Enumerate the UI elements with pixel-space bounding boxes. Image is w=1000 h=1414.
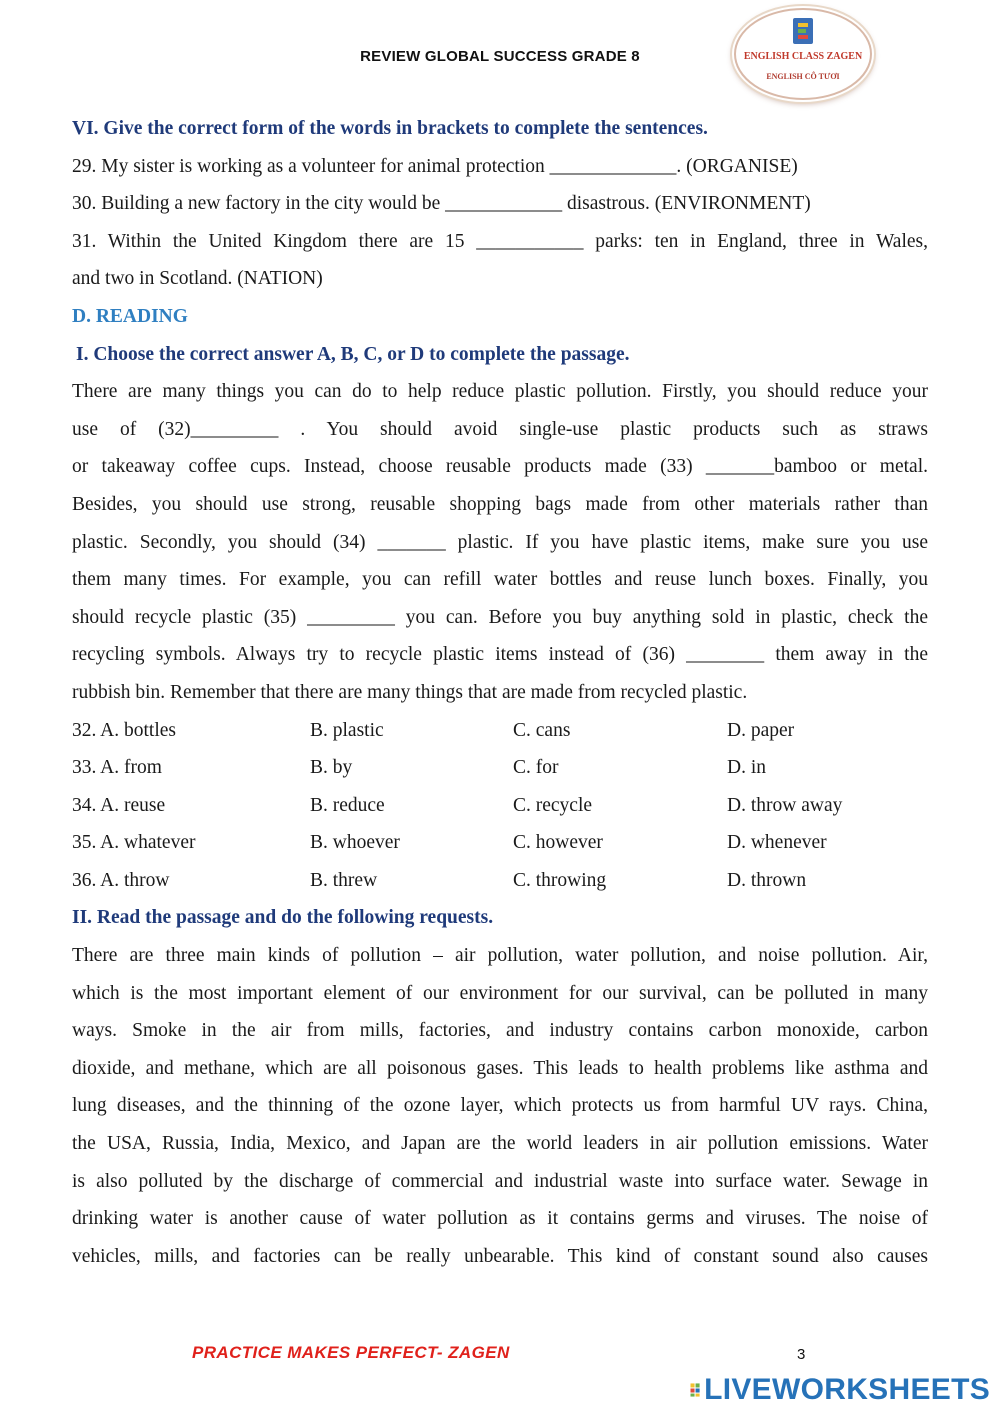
passage-2-line: dioxide, and methane, which are all poisonous gases. This leads to health problems like asthma and	[72, 1057, 928, 1079]
option-b: B. reduce	[310, 794, 385, 816]
passage-1-line: them many times. For example, you can refill water bottles and reuse lunch boxes. Finally, you	[72, 569, 928, 591]
option-d: D. paper	[727, 719, 795, 741]
passage-1-line: or takeaway coffee cups. Instead, choose reusable products made (33) _______bamboo or metal.	[72, 456, 928, 478]
answer-options	[72, 712, 928, 900]
question-30: 30. Building a new factory in the city would be ____________ disastrous. (ENVIRONMENT)	[72, 193, 811, 215]
passage-1-line: rubbish bin. Remember that there are many things that are made from recycled plastic.	[72, 681, 748, 703]
worksheet-content	[72, 110, 928, 1275]
option-b: B. threw	[310, 869, 378, 891]
options-row-32	[72, 712, 928, 750]
page-number: 3	[797, 1346, 806, 1363]
passage-2-line: is also polluted by the discharge of commercial and industrial waste into surface water. Sewage in	[72, 1170, 928, 1192]
question-31-line-2: and two in Scotland. (NATION)	[72, 268, 323, 290]
options-row-36	[72, 862, 928, 900]
option-a: 32. A. bottles	[72, 719, 177, 741]
option-c: C. recycle	[513, 794, 593, 816]
reading-section-heading: D. READING	[72, 305, 188, 327]
option-c: C. throwing	[513, 869, 607, 891]
english-class-zagen-logo	[732, 6, 874, 102]
reading-passage-2	[72, 937, 928, 1275]
option-d: D. throw away	[727, 794, 843, 816]
logo-text-primary: ENGLISH CLASS ZAGEN	[743, 51, 863, 62]
passage-1-line: should recycle plastic (35) _________ you can. Before you buy anything sold in plastic, check the	[72, 606, 928, 628]
section-vi-heading: VI. Give the correct form of the words in brackets to complete the sentences.	[72, 118, 708, 139]
option-c: C. cans	[513, 719, 571, 741]
option-a: 34. A. reuse	[72, 794, 166, 816]
option-b: B. whoever	[310, 832, 400, 854]
passage-1-line: use of (32)_________ . You should avoid single-use plastic products such as straws	[72, 418, 928, 440]
question-29: 29. My sister is working as a volunteer for animal protection _____________. (ORGANISE)	[72, 155, 798, 177]
reading-passage-1	[72, 373, 928, 711]
passage-1-line: plastic. Secondly, you should (34) _______ plastic. If you have plastic items, make sure you use	[72, 531, 928, 553]
passage-1-line: Besides, you should use strong, reusable shopping bags made from other materials rather than	[72, 493, 928, 515]
option-d: D. thrown	[727, 869, 807, 891]
document-header-title: REVIEW GLOBAL SUCCESS GRADE 8	[360, 48, 640, 65]
passage-2-line: There are three main kinds of pollution – air pollution, water pollution, and noise pollution. Air,	[72, 945, 928, 967]
option-b: B. plastic	[310, 719, 384, 741]
passage-1-line: There are many things you can do to help reduce plastic pollution. Firstly, you should reduce your	[72, 381, 928, 403]
passage-1-line: recycling symbols. Always try to recycle plastic items instead of (36) ________ them away in the	[72, 644, 928, 666]
option-a: 35. A. whatever	[72, 832, 196, 854]
options-row-35	[72, 824, 928, 862]
option-b: B. by	[310, 757, 353, 779]
option-c: C. however	[513, 832, 603, 854]
passage-2-line: lung diseases, and the thinning of the ozone layer, which protects us from harmful UV rays. China,	[72, 1095, 928, 1117]
passage-2-line: which is the most important element of our environment for our survival, can be polluted in many	[72, 982, 928, 1004]
logo-text-secondary: ENGLISH CÔ TƯƠI	[766, 72, 840, 81]
footer-slogan: PRACTICE MAKES PERFECT- ZAGEN	[192, 1343, 510, 1362]
reading-part-1-heading: I. Choose the correct answer A, B, C, or D to complete the passage.	[76, 343, 630, 365]
passage-2-line: vehicles, mills, and factories can be really unbearable. This kind of constant sound also causes	[72, 1245, 928, 1267]
option-a: 36. A. throw	[72, 869, 170, 891]
liveworksheets-brand[interactable]	[690, 1370, 990, 1410]
options-row-34	[72, 787, 928, 825]
options-row-33	[72, 749, 928, 787]
passage-2-line: ways. Smoke in the air from mills, factories, and industry contains carbon monoxide, carbon	[72, 1020, 928, 1042]
liveworksheets-icon	[690, 1375, 700, 1405]
passage-2-line: the USA, Russia, India, Mexico, and Japan are the world leaders in air pollution emissions. Water	[72, 1133, 928, 1155]
option-a: 33. A. from	[72, 757, 162, 779]
reading-part-2-heading: II. Read the passage and do the following requests.	[72, 907, 494, 929]
option-d: D. whenever	[727, 832, 827, 854]
question-31-line-1: 31. Within the United Kingdom there are 15 ___________ parks: ten in England, three in Wales,	[72, 230, 928, 252]
passage-2-line: drinking water is another cause of water pollution as it contains germs and viruses. The noise of	[72, 1208, 928, 1230]
liveworksheets-wordmark: LIVEWORKSHEETS	[704, 1373, 990, 1406]
option-c: C. for	[513, 757, 559, 779]
option-d: D. in	[727, 757, 766, 779]
